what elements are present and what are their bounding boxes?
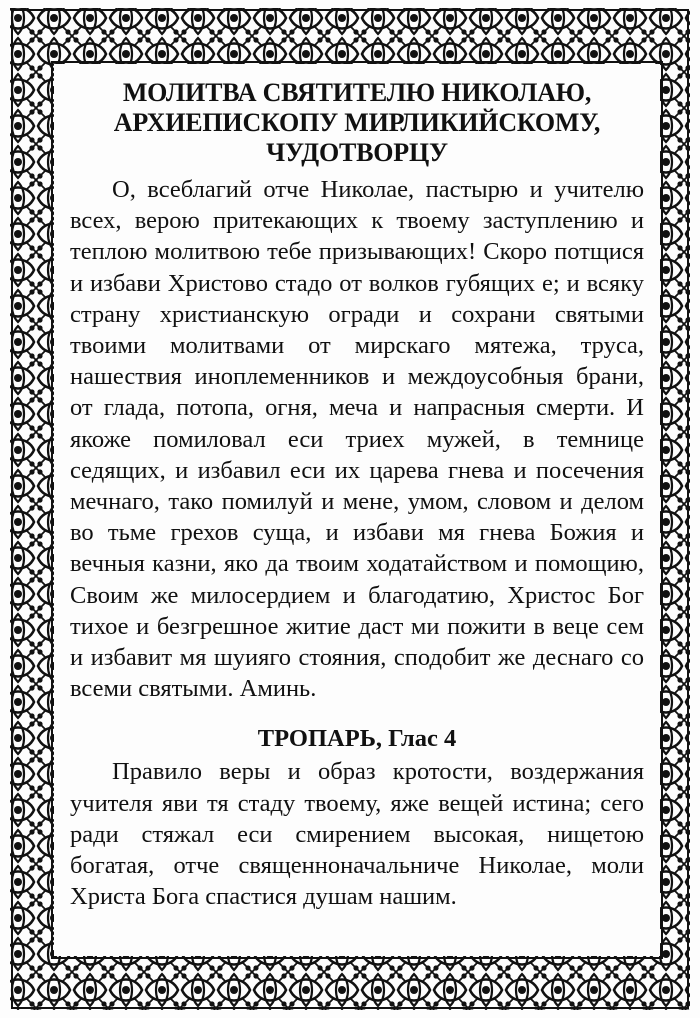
troparion-title: ТРОПАРЬ, Глас 4 xyxy=(257,725,457,753)
card-content xyxy=(70,78,644,912)
prayer-title xyxy=(70,78,644,168)
prayer-text: О, всеблагий отче Николае, пастырю и учителю всех, верою притекающих к твоему заступлению и теплою молитвою тебе призывающих! Скоро потщися и избави Христово стадо от волков губящих е; и всяку страну христианскую огради и сохрани святыми твоими молитвами от мирскаго мятежа, труса, нашествия иноплеменников и междоусобныя брани, от глада, потопа, огня, меча и напрасныя смерти. И якоже помиловал еси триех мужей, в темнице седящих, и избавил еси их царева гнева и посечения мечнаго, тако помилуй и мене, умом, словом и делом во тьме грехов суща, и избави мя гнева Божия и вечныя казни, яко да твоим ходатайством и помощию, Своим же милосердием и благодатию, Христос Бог тихое и безгрешное житие даст ми пожити в веце сем и избавит мя шуияго стояния, сподобит же деснаго со всеми святыми. Аминь. xyxy=(70,176,644,703)
prayer-title-line-3: ЧУДОТВОРЦУ xyxy=(266,138,448,167)
troparion-text: Правило веры и образ кротости, воздержания учителя яви тя стаду твоему, яже вещей истина; сего ради стяжал еси смирением высокая, нищетою богатая, отче священноначальниче Николае, моли Христа Бога спастися душам нашим. xyxy=(70,758,644,911)
prayer-title-line-2: АРХИЕПИСКОПУ МИРЛИКИЙСКОМУ, xyxy=(113,108,601,137)
prayer-title-line-1: МОЛИТВА СВЯТИТЕЛЮ НИКОЛАЮ, xyxy=(122,78,592,107)
